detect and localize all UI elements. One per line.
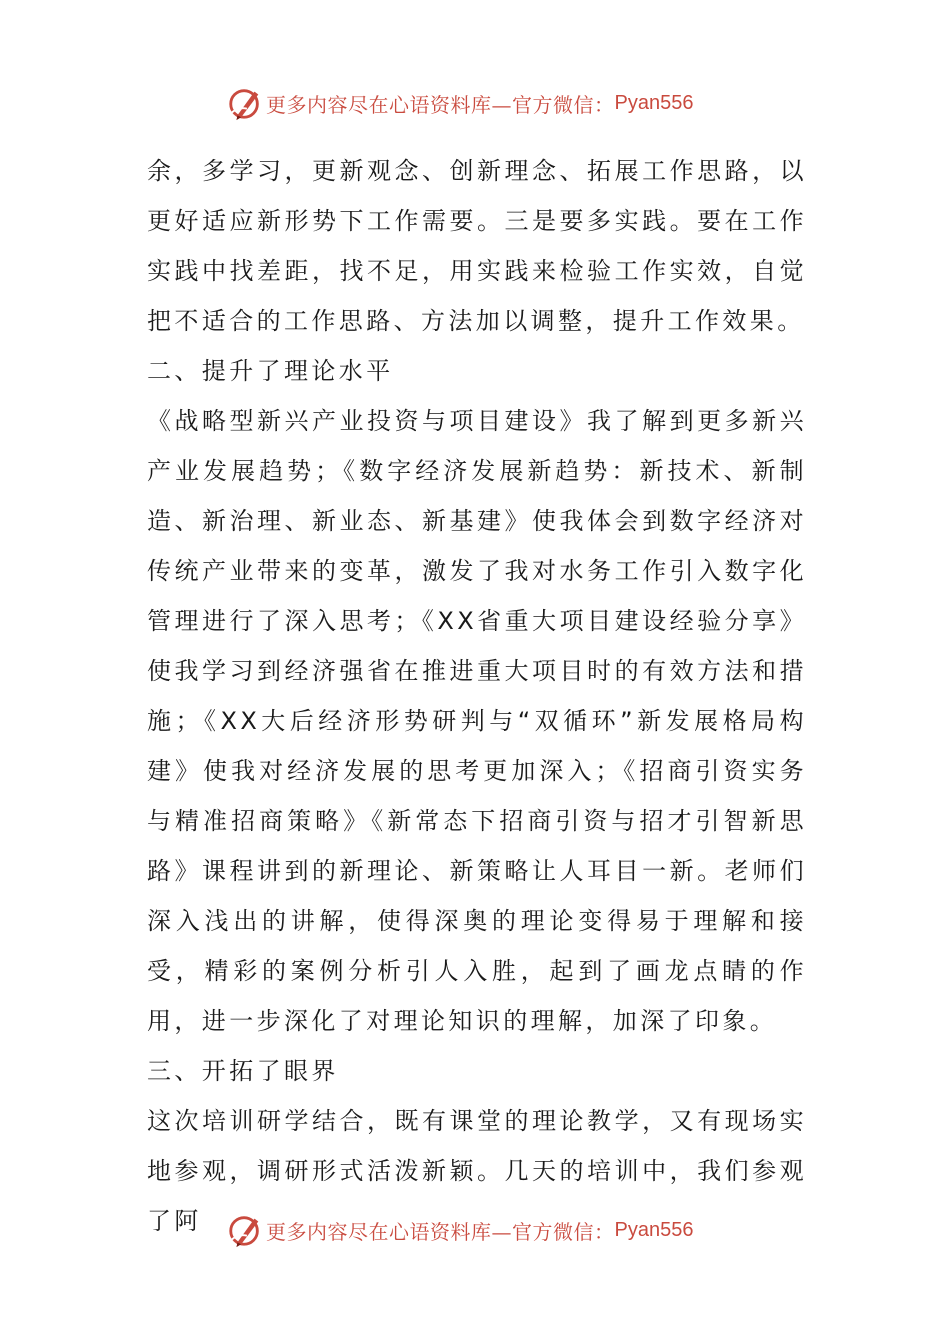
pen-logo-icon <box>226 84 264 122</box>
section-heading: 三、开拓了眼界 <box>147 1057 339 1085</box>
section-heading: 二、提升了理论水平 <box>147 357 394 385</box>
paragraph: 这次培训研学结合，既有课堂的理论教学，又有现场实地参观，调研形式活泼新颖。几天的培训中，我们参观了阿 <box>147 1107 807 1235</box>
footer-watermark-banner <box>226 1208 693 1252</box>
paragraph: 《战略型新兴产业投资与项目建设》我了解到更多新兴产业发展趋势；《数字经济发展新趋势：新技术、新制造、新治理、新业态、新基建》使我体会到数字经济对传统产业带来的变革，激发了我对水务工作引入数字化管理进行了深入思考；《XX省重大项目建设经验分享》使我学习到经济强省在推进重大项目时的有效方法和措施；《XX大后经济形势研判与“双循环”新发展格局构建》使我对经济发展的思考更加深入；《招商引资实务与精准招商策略》《新常态下招商引资与招才引智新思路》课程讲到的新理论、新策略让人耳目一新。老师们深入浅出的讲解，使得深奥的理论变得易于理解和接受，精彩的案例分析引人入胜，起到了画龙点睛的作用，进一步深化了对理论知识的理解，加深了印象。 <box>147 407 807 1035</box>
banner-wechat-id: Pyan556 <box>614 91 694 114</box>
banner-wechat-id: Pyan556 <box>614 1218 694 1241</box>
header-watermark-banner <box>226 81 693 125</box>
banner-text: 更多内容尽在心语资料库—官方微信： <box>266 92 615 117</box>
paragraph: 余，多学习，更新观念、创新理念、拓展工作思路，以更好适应新形势下工作需要。三是要多实践。要在工作实践中找差距，找不足，用实践来检验工作实效，自觉把不适合的工作思路、方法加以调整，提升工作效果。 <box>147 157 807 335</box>
banner-text: 更多内容尽在心语资料库—官方微信： <box>266 1219 615 1244</box>
document-body <box>147 146 807 1246</box>
pen-logo-icon <box>226 1211 264 1249</box>
